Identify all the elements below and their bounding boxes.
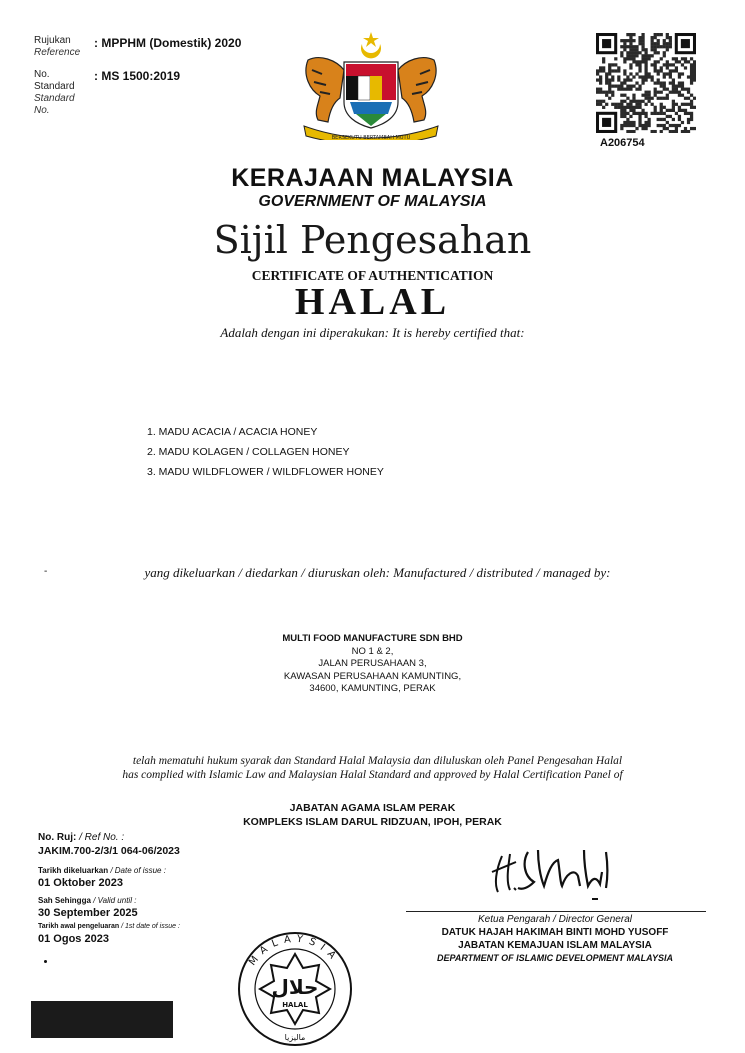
redacted-block [31, 1001, 173, 1038]
issue-date-value: 01 Oktober 2023 [38, 877, 123, 889]
company-address-line: NO 1 & 2, [351, 645, 394, 657]
list-item: 3. MADU WILDFLOWER / WILDFLOWER HONEY [147, 466, 384, 478]
standard-label: No. Standard Standard No. [34, 69, 75, 116]
halal-logo-arabic: حلال [271, 975, 319, 999]
government-title-en: GOVERNMENT OF MALAYSIA [258, 193, 487, 210]
signatory-department-ms: JABATAN KEMAJUAN ISLAM MALAYSIA [458, 940, 652, 951]
first-issue-label: Tarikh awal pengeluaran / 1st date of issue : [38, 923, 180, 930]
certificate-title-en: CERTIFICATE OF AUTHENTICATION [251, 268, 494, 283]
signature-line [406, 911, 706, 912]
company-name: MULTI FOOD MANUFACTURE SDN BHD [282, 633, 463, 644]
bullet-mark [44, 960, 47, 963]
signatory-title: Ketua Pengarah / Director General [478, 914, 632, 925]
halal-logo-seal [236, 930, 354, 1048]
valid-until-label: Sah Sehingga / Valid until : [38, 896, 137, 905]
signature-mark [592, 898, 598, 900]
bullet-mark: - [44, 566, 48, 577]
halal-title: HALAL [294, 281, 451, 323]
qr-code [596, 33, 696, 133]
ref-no-label: No. Ruj: / Ref No. : [38, 832, 125, 843]
manufactured-statement: yang dikeluarkan / diedarkan / diuruskan oleh: Manufactured / distributed / managed by: [144, 565, 611, 580]
issue-date-label: Tarikh dikeluarkan / Date of issue : [38, 866, 166, 875]
signatory-name: DATUK HAJAH HAKIMAH BINTI MOHD YUSOFF [441, 927, 669, 938]
company-address-line: 34600, KAMUNTING, PERAK [309, 683, 436, 694]
certify-statement: Adalah dengan ini diperakukan: It is hereby certified that: [220, 325, 525, 340]
first-issue-value: 01 Ogos 2023 [38, 933, 109, 945]
director-signature [488, 832, 618, 902]
ref-no-value: JAKIM.700-2/3/1 064-06/2023 [38, 845, 180, 857]
reference-label: Rujukan Reference [34, 35, 81, 58]
halal-logo-latin: HALAL [282, 1001, 308, 1009]
valid-until-value: 30 September 2025 [38, 907, 138, 919]
list-item: 1. MADU ACACIA / ACACIA HONEY [147, 426, 318, 438]
compliance-line-ms: telah mematuhi hukum syarak dan Standard Halal Malaysia dan diluluskan oleh Panel Pengesahan Halal [132, 755, 623, 767]
halal-logo-ring-text: MALAYSIA [247, 933, 342, 968]
company-block [0, 633, 745, 696]
authority-address: KOMPLEKS ISLAM DARUL RIDZUAN, IPOH, PERAK [243, 816, 502, 828]
compliance-line-en: has complied with Islamic Law and Malaysian Halal Standard and approved by Halal Certification Panel of [122, 769, 623, 781]
certificate-title-ms: Sijil Pengesahan [213, 218, 532, 262]
qr-code-id: A206754 [600, 137, 645, 149]
crest-motto: BERSEKUTU BERTAMBAH MUTU [331, 135, 411, 140]
company-address-line: JALAN PERUSAHAAN 3, [318, 658, 427, 669]
product-list [147, 422, 384, 482]
coat-of-arms-emblem [300, 30, 442, 140]
standard-value: : MS 1500:2019 [94, 69, 181, 83]
government-title-ms: KERAJAAN MALAYSIA [231, 164, 514, 192]
halal-logo-bottom-arabic: ماليزيا [284, 1033, 306, 1042]
authority-name: JABATAN AGAMA ISLAM PERAK [289, 802, 456, 814]
company-address-line: KAWASAN PERUSAHAAN KAMUNTING, [283, 670, 462, 682]
reference-value: : MPPHM (Domestik) 2020 [94, 36, 242, 50]
list-item: 2. MADU KOLAGEN / COLLAGEN HONEY [147, 446, 350, 458]
signatory-department-en: DEPARTMENT OF ISLAMIC DEVELOPMENT MALAYSIA [436, 953, 673, 963]
